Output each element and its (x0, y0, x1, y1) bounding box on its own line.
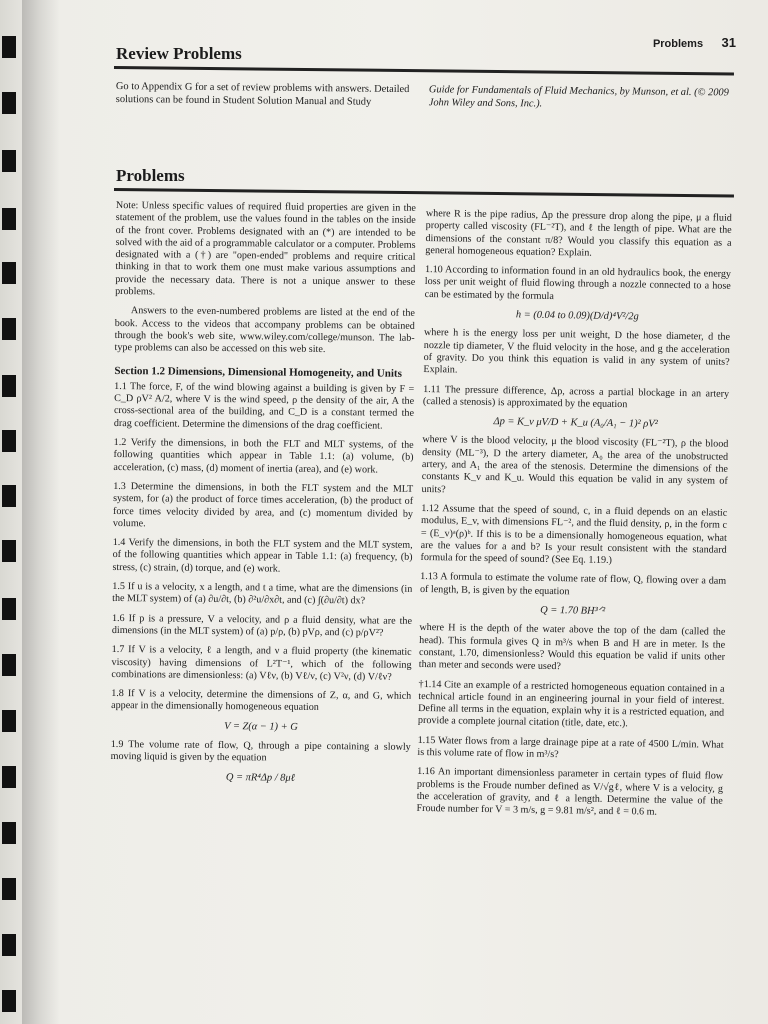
left-column (110, 200, 416, 793)
binding-hole (2, 598, 16, 620)
right-column (416, 208, 732, 827)
problem-1-12: 1.12 Assume that the speed of sound, c, in a fluid depends on an elastic modulus, E_v, with dimensions FL⁻², and the fluid density, ρ, in the form c = (E_v)ᵃ(ρ)ᵇ. If this is to be a dimensionally homogeneous equation, what are the values for a and b? Is your result consistent with the standard formula for the speed of sound? (See Eq. 1.19.) (420, 502, 728, 567)
binding-holes (0, 0, 22, 1024)
review-intro (116, 80, 736, 112)
problem-1-9: 1.9 The volume rate of flow, Q, through a pipe containing a slowly moving liquid is given by the equation (110, 738, 411, 764)
equation-1-8: V = Z(α − 1) + G (224, 720, 298, 733)
problems-title: Problems (116, 166, 185, 185)
problem-1-5: 1.5 If u is a velocity, x a length, and t a time, what are the dimensions (in the MLT system) of (a) ∂u/∂t, (b) ∂²u/∂x∂t, and (c) ∫(∂u/∂t) dx? (112, 580, 413, 607)
problem-1-4: 1.4 Verify the dimensions, in both the FLT system and the MLT system, of the following quantities which appear in Table 1.1: (a) frequency, (b) stress, (c) strain, (d) torque, and (e) work. (112, 537, 413, 575)
binding-hole (2, 934, 16, 956)
binding-hole (2, 318, 16, 340)
review-text-left: Go to Appendix G for a set of review problems with answers. Detailed solutions can be found in Student Solution Manual and Study (115, 80, 410, 108)
problem-1-9-continued: where R is the pipe radius, Δp the pressure drop along the pipe, μ a fluid property called viscosity (FL⁻²T), and ℓ the length of pipe. What are the dimensions of the constant π/8? Would you classify this equation as a general homogeneous equation? Explain. (425, 208, 732, 259)
binding-shadow (22, 0, 60, 1024)
section-heading: Section 1.2 Dimensions, Dimensional Homogeneity, and Units (114, 364, 402, 380)
binding-hole (2, 990, 16, 1012)
answers-paragraph: Answers to the even-numbered problems are listed at the end of the book. Access to the videos that accompany problems can be obtained through the book's web site, www.wiley.com/college/munson. The lab-type problems can also be accessed on this web site. (114, 305, 415, 356)
binding-hole (2, 36, 16, 58)
review-problems-title: Review Problems (116, 44, 242, 63)
binding-hole (2, 208, 16, 230)
binding-hole (2, 375, 16, 397)
equation-1-11: Δp = K_v μV/D + K_u (A₀/A₁ − 1)² ρV² (493, 416, 658, 430)
equation-1-10: h = (0.04 to 0.09)(D/d)⁴V²/2g (515, 309, 639, 323)
problem-1-8: 1.8 If V is a velocity, determine the dimensions of Z, α, and G, which appear in the dimensionally homogeneous equation (111, 688, 412, 714)
section-rule (114, 66, 734, 75)
binding-hole (2, 878, 16, 900)
binding-hole (2, 654, 16, 676)
problem-1-11: 1.11 The pressure difference, Δp, across a partial blockage in an artery (called a stenosis) is approximated by the equation (422, 383, 730, 411)
binding-hole (2, 262, 16, 284)
binding-hole (2, 766, 16, 788)
problem-1-13-continued: where H is the depth of the water above the top of the dam (called the head). This formula gives Q in m³/s when B and H are in meter. Is the constant, 1.70, dimensionless? Would this equation be valid if units other than meter and seconds were used? (418, 622, 726, 673)
section-rule (114, 188, 734, 197)
equation-1-13: Q = 1.70 BH³ᐟ² (540, 604, 606, 617)
binding-hole (2, 92, 16, 114)
running-head-label: Problems (652, 38, 704, 50)
page-number: 31 (721, 35, 736, 50)
binding-hole (2, 822, 16, 844)
binding-hole (2, 150, 16, 172)
binding-hole (2, 430, 16, 452)
equation-1-9: Q = πR⁴Δp / 8μℓ (225, 771, 296, 784)
binding-hole (2, 485, 16, 507)
problem-1-10: 1.10 According to information found in an old hydraulics book, the energy loss per unit weight of fluid flowing through a nozzle connected to a hose can be estimated by the formula (424, 264, 732, 302)
problem-1-3: 1.3 Determine the dimensions, in both the FLT system and the MLT system, for (a) the product of force times acceleration, (b) the product of force times velocity divided by area, and (c) momentum divided by volume. (112, 480, 414, 530)
problem-1-16: 1.16 An important dimensionless parameter in certain types of fluid flow problems is the Froude number defined as V/√gℓ, where V is a velocity, g the acceleration of gravity, and ℓ a length. Determine the value of the Froude number for V = 3 m/s, g = 9.81 m/s², and ℓ = 0.6 m. (416, 766, 724, 818)
running-head (653, 34, 736, 52)
problem-1-2: 1.2 Verify the dimensions, in both the FLT and MLT systems, of the following quantities which appear in Table 1.1: (a) volume, (b) acceleration, (c) mass, (d) moment of inertia (area), and (e) work. (113, 437, 414, 476)
binding-hole (2, 540, 16, 562)
problem-1-7: 1.7 If V is a velocity, ℓ a length, and ν a fluid property (the kinematic viscosity) having dimensions of L²T⁻¹, which of the following combinations are dimensionless: (a) Vℓν, (b) Vℓ/ν, (c) V²ν, (d) V/ℓν? (111, 644, 412, 683)
problem-1-15: 1.15 Water flows from a large drainage pipe at a rate of 4500 L/min. What is this volume rate of flow in m³/s? (417, 734, 724, 761)
problem-1-14: †1.14 Cite an example of a restricted homogeneous equation contained in a technical article found in an engineering journal in your field of interest. Define all terms in the equation, explain why it is a restricted equation, and provide a complete journal citation (title, date, etc.). (417, 678, 725, 730)
note-paragraph: Note: Unless specific values of required fluid properties are given in the statement of the problem, use the values found in the tables on the inside of the front cover. Problems designated with an (*) are intended to be solved with the aid of a programmable calculator or a computer. Problems designated with a (†) are "open-ended" problems and require critical thinking in that to work them one must make various assumptions and provide the necessary data. There is not a unique answer to these problems. (115, 200, 416, 298)
problem-1-6: 1.6 If p is a pressure, V a velocity, and ρ a fluid density, what are the dimensions (in the MLT system) of (a) p/ρ, (b) pVρ, and (c) p/ρV²? (111, 612, 413, 639)
problem-1-13: 1.13 A formula to estimate the volume rate of flow, Q, flowing over a dam of length, B, is given by the equation (419, 571, 727, 598)
problem-1-11-continued: where V is the blood velocity, μ the blood viscosity (FL⁻²T), ρ the blood density (ML⁻³), D the artery diameter, A₀ the area of the unobstructed artery, and A₁ the area of the stenosis. Determine the dimensions of the constants K_v and K_u. Would this equation be valid in any system of units? (421, 434, 729, 495)
problem-1-10-continued: where h is the energy loss per unit weight, D the hose diameter, d the nozzle tip diameter, V the fluid velocity in the hose, and g the acceleration of gravity. Do you think this equation is valid in any system of units? Explain. (423, 327, 731, 376)
binding-hole (2, 710, 16, 732)
review-text-right: Guide for Fundamentals of Fluid Mechanics, by Munson, et al. (© 2009 John Wiley and Sons, Inc.). (428, 84, 729, 110)
problem-1-1: 1.1 The force, F, of the wind blowing against a building is given by F = C_D ρV² A/2, where V is the wind speed, ρ the density of the air, A the cross-sectional area of the building, and C_D is a constant termed the drag coefficient. Determine the dimensions of the drag coefficient. (113, 380, 415, 432)
